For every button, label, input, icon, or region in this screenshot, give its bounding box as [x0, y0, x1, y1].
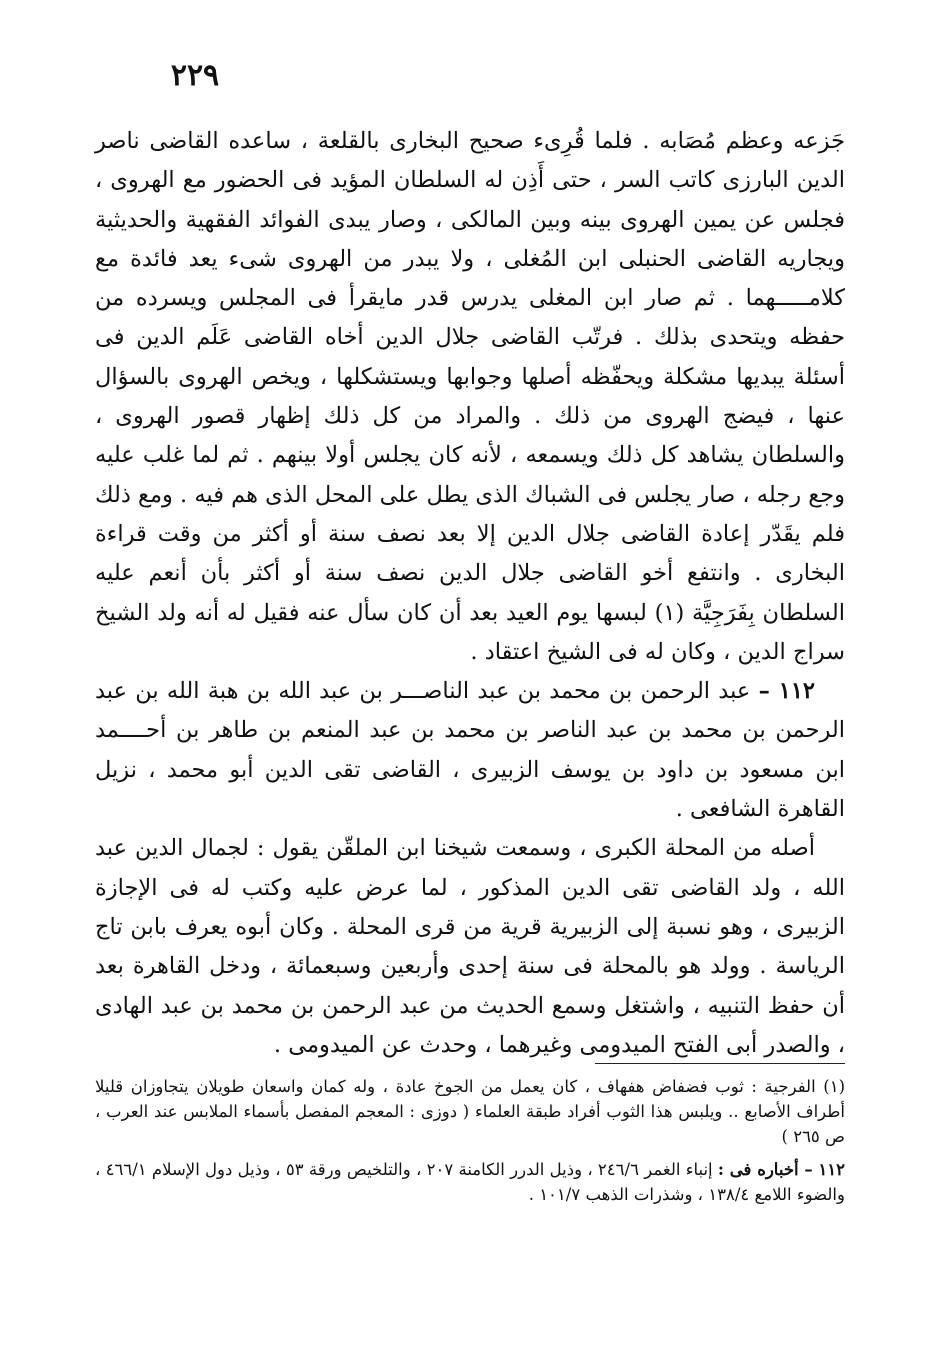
footnote-text: إنباء الغمر ٢٤٦/٦ ، وذيل الدرر الكامنة ٢٠٧ ، والتلخيص ورقة ٥٣ ، وذيل دول الإسلام ٤٦٦/١ ، والضوء اللامع ١٣٨/٤ ، وشذرات الذهب ١٠١/٧ . — [95, 1160, 845, 1204]
footnote — [95, 1157, 845, 1207]
footnote — [95, 1074, 845, 1149]
paragraph-text: لبسها يوم العيد بعد أن كان سأل عنه فقيل له أنه ولد الشيخ سراج الدين ، وكان له فى الشيخ اعتقاد . — [95, 599, 845, 665]
paragraph-text: جَزعه وعظم مُصَابه . فلما قُرِىء صحيح البخارى بالقلعة ، ساعده القاضى ناصر الدين البارزى كاتب السر ، حتى أَذِن له السلطان المؤيد فى الحضور مع الهروى ، فجلس عن يمين الهروى بينه وبين المالكى ، وصار يبدى الفوائد الفقهية والحديثية ويجاريه القاضى الحنبلى ابن المُغلى ، ولا يبدر من الهروى شىء يعد فائدة مع كلامـــــهما . ثم صار ابن المغلى يدرس قدر مايقرأ فى المجلس ويسرده من حفظه ويتحدى بذلك . فرتّب القاضى جلال الدين أخاه القاضى عَلَم الدين فى أسئلة يبديها مشكلة ويحفّظه أصلها وجوابها ويستشكلها ، ويخص الهروى بالسؤال عنها ، فيضج الهروى من ذلك . والمراد من كل ذلك إظهار قصور الهروى ، والسلطان يشاهد كل ذلك ويسمعه ، لأنه كان يجلس أولا بينهم . ثم لما غلب عليه وجع رجله ، صار يجلس فى الشباك الذى يطل على المحل الذى هم فيه . ومع ذلك فلم يقَدّر إعادة القاضى جلال الدين إلا بعد نصف سنة أو أكثر من وقت قراءة البخارى . وانتفع أخو القاضى جلال الدين نصف سنة أو أكثر بأن أنعم عليه السلطان بِفَرَجِيَّة — [95, 128, 846, 626]
paragraph — [95, 122, 845, 672]
page-number: ٢٢٩ — [170, 58, 220, 93]
biography-entry — [95, 672, 845, 829]
entry-heading: عبد الرحمن بن محمد بن عبد الناصـــر بن عبد الله بن هبة الله بن عبد الرحمن بن محمد بن عبد الناصر بن محمد بن عبد المنعم بن طاهر بن أحــــمد ابن مسعود بن داود بن يوسف الزبيرى ، القاضى تقى الدين أبو محمد ، نزيل القاهرة الشافعى . — [95, 678, 845, 823]
footnote-marker: (١) — [654, 599, 685, 626]
footnote-text: الفرجية : ثوب فضفاض هفهاف ، كان يعمل من الجوخ عادة ، وله كمان واسعان طويلان يتجاوزان قليلا أطراف الأصابع .. ويلبس هذا الثوب أفراد طبقة العلماء ( دوزى : المعجم المفصل بأسماء الملابس عند العرب ، ص ٢٦٥ ) — [95, 1077, 845, 1146]
main-text — [95, 122, 845, 1065]
entry-body: أصله من المحلة الكبرى ، وسمعت شيخنا ابن الملقّن يقول : لجمال الدين عبد الله ، ولد القاضى تقى الدين المذكور ، لما عرض عليه وكتب له فى الإجازة الزبيرى ، وهو نسبة إلى الزبيرية قرية من قرى المحلة . وكان أبوه يعرف بابن تاج الرياسة . وولد هو بالمحلة فى سنة إحدى وأربعين وسبعمائة ، ودخل القاهرة بعد أن حفظ التنبيه ، واشتغل وسمع الحديث من عبد الرحمن بن محمد بن عبد الهادى ، والصدر أبى الفتح الميدومى وغيرهما ، وحدث عن الميدومى . — [95, 835, 845, 1058]
footnotes — [95, 1074, 845, 1207]
footnote-label: ١١٢ – أخباره فى : — [717, 1160, 845, 1179]
footnote-label: (١) — [823, 1077, 845, 1096]
footnote-divider — [595, 1063, 845, 1064]
entry-number: ١١٢ – — [758, 678, 816, 705]
